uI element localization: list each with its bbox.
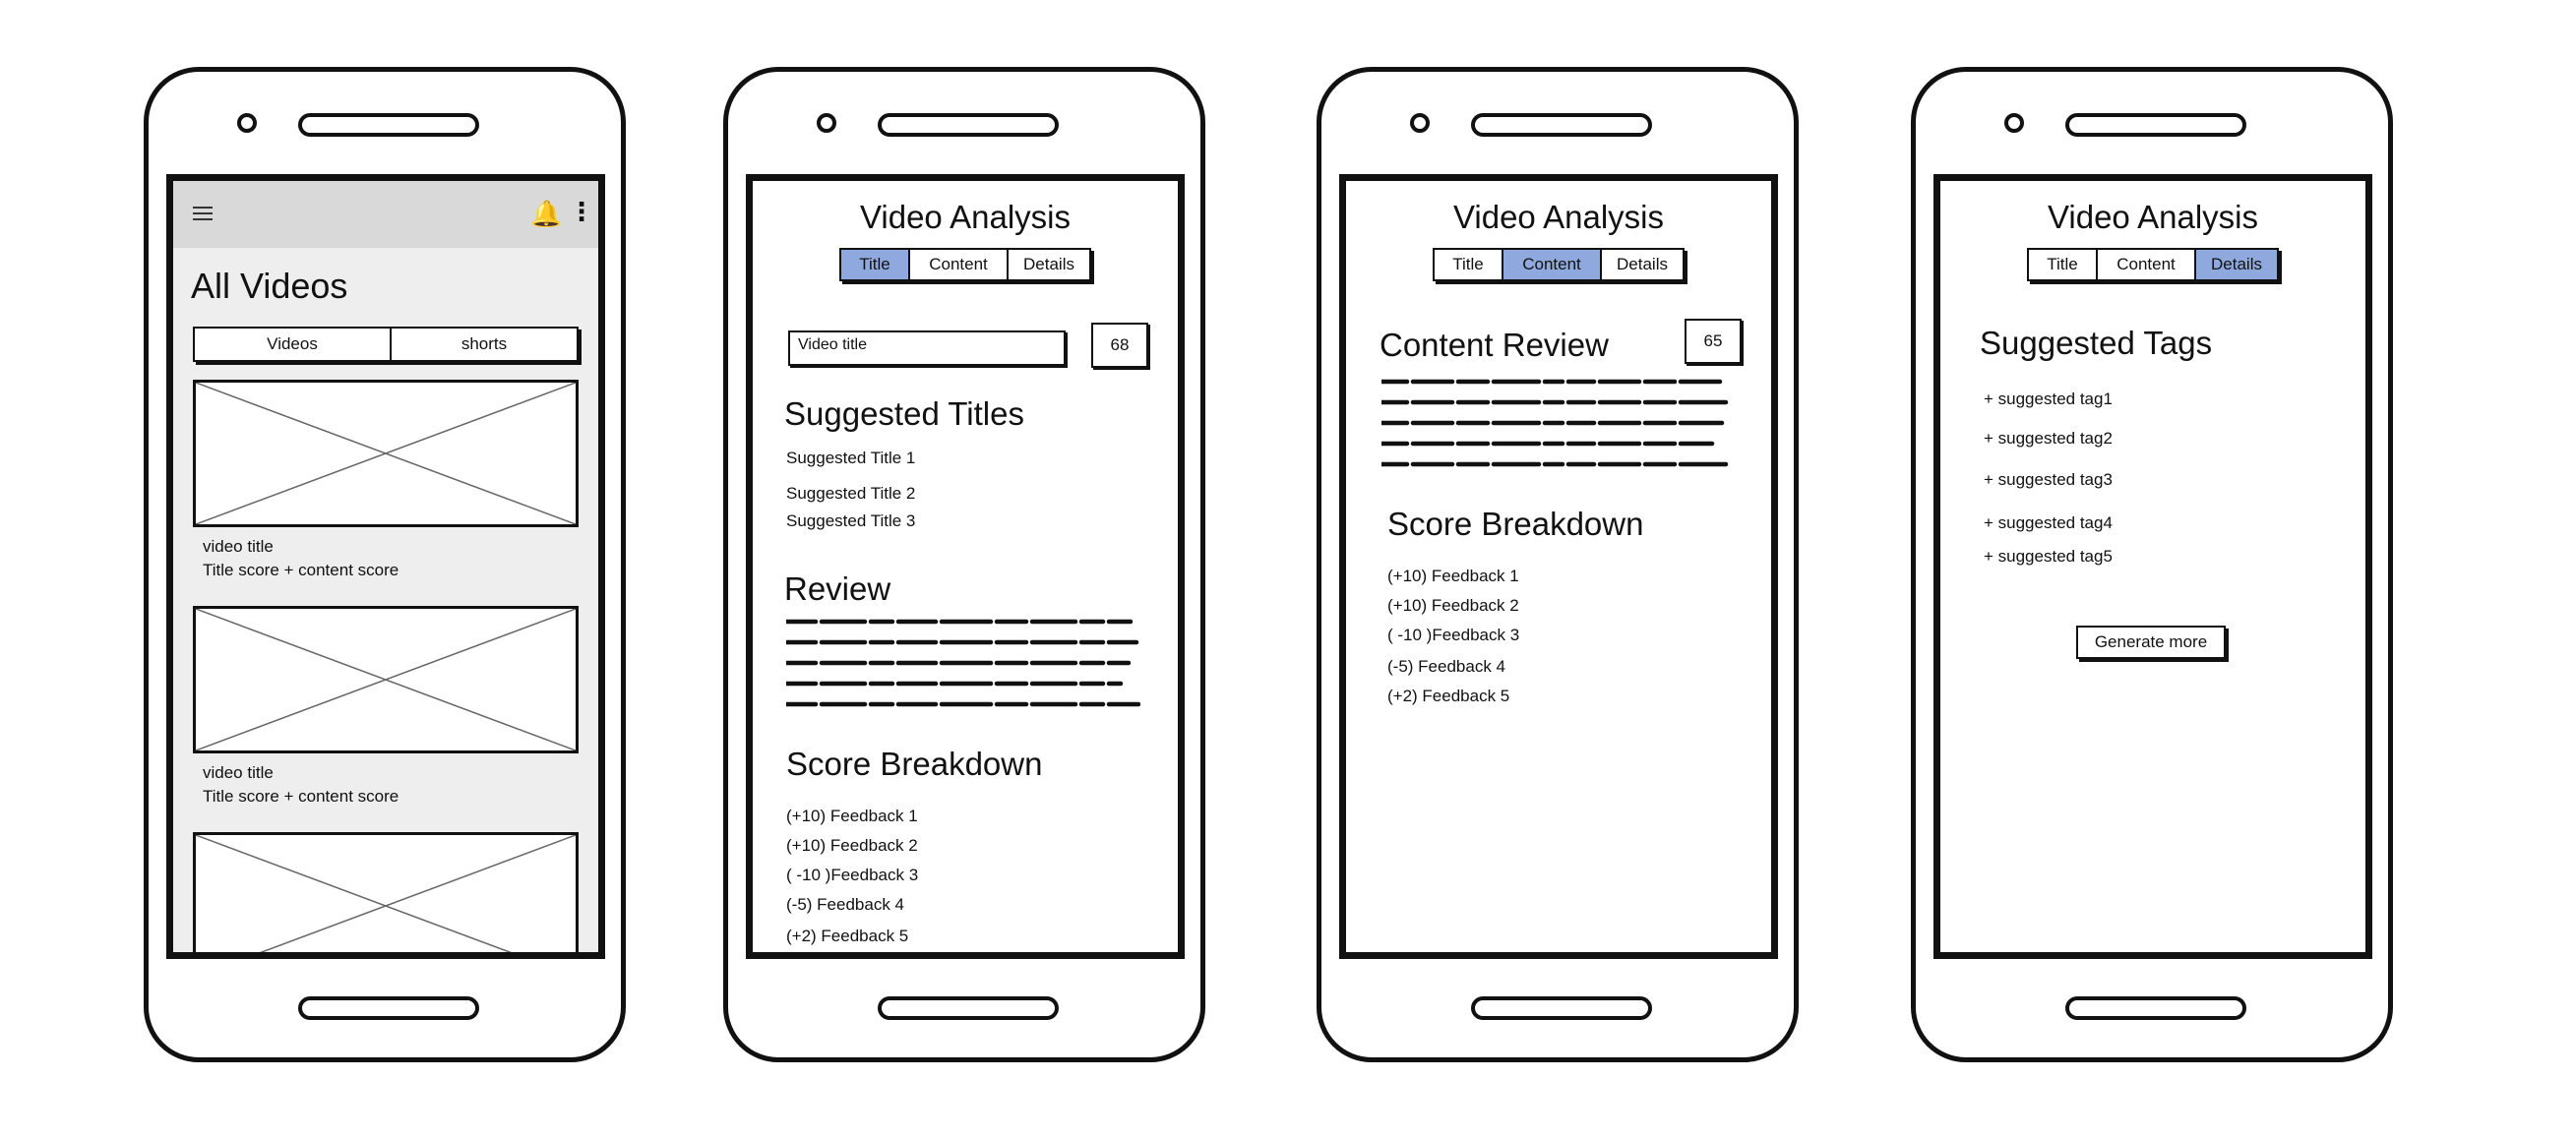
suggested-tag[interactable]: + suggested tag5 bbox=[1984, 547, 2113, 566]
suggested-title[interactable]: Suggested Title 2 bbox=[786, 484, 916, 503]
camera bbox=[1410, 113, 1430, 133]
generate-more-button[interactable]: Generate more bbox=[2076, 626, 2226, 659]
feedback-item: (+10) Feedback 2 bbox=[786, 836, 918, 855]
title-score: 68 bbox=[1091, 323, 1148, 368]
tab-content[interactable]: Content bbox=[2098, 250, 2196, 279]
tab-details[interactable]: Details bbox=[1023, 255, 1074, 273]
analysis-tabs bbox=[2027, 248, 2279, 281]
suggested-tag[interactable]: + suggested tag2 bbox=[1984, 429, 2113, 448]
suggested-tags-heading: Suggested Tags bbox=[1980, 325, 2213, 361]
content-review-placeholder-text bbox=[1381, 374, 1736, 482]
feedback-item: (+10) Feedback 2 bbox=[1387, 596, 1519, 615]
app-bar bbox=[173, 181, 598, 248]
kebab-icon[interactable]: ⋮ bbox=[569, 197, 594, 226]
video-title[interactable]: video title bbox=[203, 537, 274, 556]
feedback-item: (+2) Feedback 5 bbox=[786, 927, 909, 945]
feedback-item: ( -10 )Feedback 3 bbox=[1387, 626, 1520, 644]
hamburger-icon[interactable] bbox=[193, 207, 213, 220]
video-type-tabs bbox=[193, 327, 579, 362]
page-title: Video Analysis bbox=[2047, 199, 2259, 235]
phone-title-analysis bbox=[723, 67, 1205, 1062]
speaker bbox=[1471, 113, 1652, 137]
review-placeholder-text bbox=[786, 614, 1140, 722]
video-title[interactable]: video title bbox=[203, 763, 274, 782]
content-review-heading: Content Review bbox=[1380, 327, 1609, 363]
speaker bbox=[878, 113, 1059, 137]
screen bbox=[166, 174, 605, 959]
camera bbox=[817, 113, 836, 133]
camera bbox=[237, 113, 257, 133]
score-breakdown-heading: Score Breakdown bbox=[1387, 506, 1644, 542]
suggested-titles-heading: Suggested Titles bbox=[784, 395, 1024, 432]
tab-details[interactable]: Details bbox=[2196, 250, 2277, 279]
home-button[interactable] bbox=[298, 996, 479, 1020]
analysis-tabs bbox=[839, 248, 1091, 281]
video-score: Title score + content score bbox=[203, 787, 399, 806]
video-thumbnail[interactable] bbox=[193, 606, 579, 753]
phone-all-videos bbox=[144, 67, 626, 1062]
tab-shorts[interactable]: shorts bbox=[460, 334, 508, 353]
tab-title[interactable]: Title bbox=[841, 250, 910, 279]
tab-content[interactable]: Content bbox=[910, 250, 1009, 279]
speaker bbox=[298, 113, 479, 137]
speaker bbox=[2065, 113, 2246, 137]
screen bbox=[746, 174, 1185, 959]
tab-content[interactable]: Content bbox=[1503, 250, 1602, 279]
home-button[interactable] bbox=[878, 996, 1059, 1020]
video-thumbnail[interactable] bbox=[193, 380, 579, 527]
video-title-input[interactable]: Video title bbox=[788, 330, 1066, 366]
analysis-tabs bbox=[1433, 248, 1685, 281]
feedback-item: (+2) Feedback 5 bbox=[1387, 687, 1510, 705]
page-title: Video Analysis bbox=[1452, 199, 1665, 235]
video-score: Title score + content score bbox=[203, 561, 399, 579]
screen bbox=[1933, 174, 2372, 959]
camera bbox=[2004, 113, 2024, 133]
review-heading: Review bbox=[784, 570, 891, 607]
content-score: 65 bbox=[1685, 319, 1742, 364]
feedback-item: (-5) Feedback 4 bbox=[786, 895, 904, 914]
feedback-item: ( -10 )Feedback 3 bbox=[786, 866, 919, 884]
phone-content-analysis bbox=[1317, 67, 1799, 1062]
bell-icon[interactable]: 🔔 bbox=[530, 199, 563, 228]
feedback-item: (-5) Feedback 4 bbox=[1387, 657, 1505, 676]
tab-title[interactable]: Title bbox=[1435, 250, 1503, 279]
video-thumbnail[interactable] bbox=[193, 832, 579, 959]
tab-details[interactable]: Details bbox=[1617, 255, 1668, 273]
page-title: All Videos bbox=[191, 266, 348, 306]
phone-details-analysis bbox=[1911, 67, 2393, 1062]
screen bbox=[1339, 174, 1778, 959]
suggested-tag[interactable]: + suggested tag1 bbox=[1984, 390, 2113, 408]
suggested-tag[interactable]: + suggested tag4 bbox=[1984, 513, 2113, 532]
tab-title[interactable]: Title bbox=[2029, 250, 2098, 279]
score-breakdown-heading: Score Breakdown bbox=[786, 746, 1043, 782]
tab-videos[interactable]: Videos bbox=[195, 329, 392, 360]
feedback-item: (+10) Feedback 1 bbox=[786, 807, 918, 825]
suggested-title[interactable]: Suggested Title 3 bbox=[786, 511, 916, 530]
home-button[interactable] bbox=[2065, 996, 2246, 1020]
feedback-item: (+10) Feedback 1 bbox=[1387, 567, 1519, 585]
suggested-title[interactable]: Suggested Title 1 bbox=[786, 449, 916, 467]
suggested-tag[interactable]: + suggested tag3 bbox=[1984, 470, 2113, 489]
home-button[interactable] bbox=[1471, 996, 1652, 1020]
page-title: Video Analysis bbox=[859, 199, 1072, 235]
